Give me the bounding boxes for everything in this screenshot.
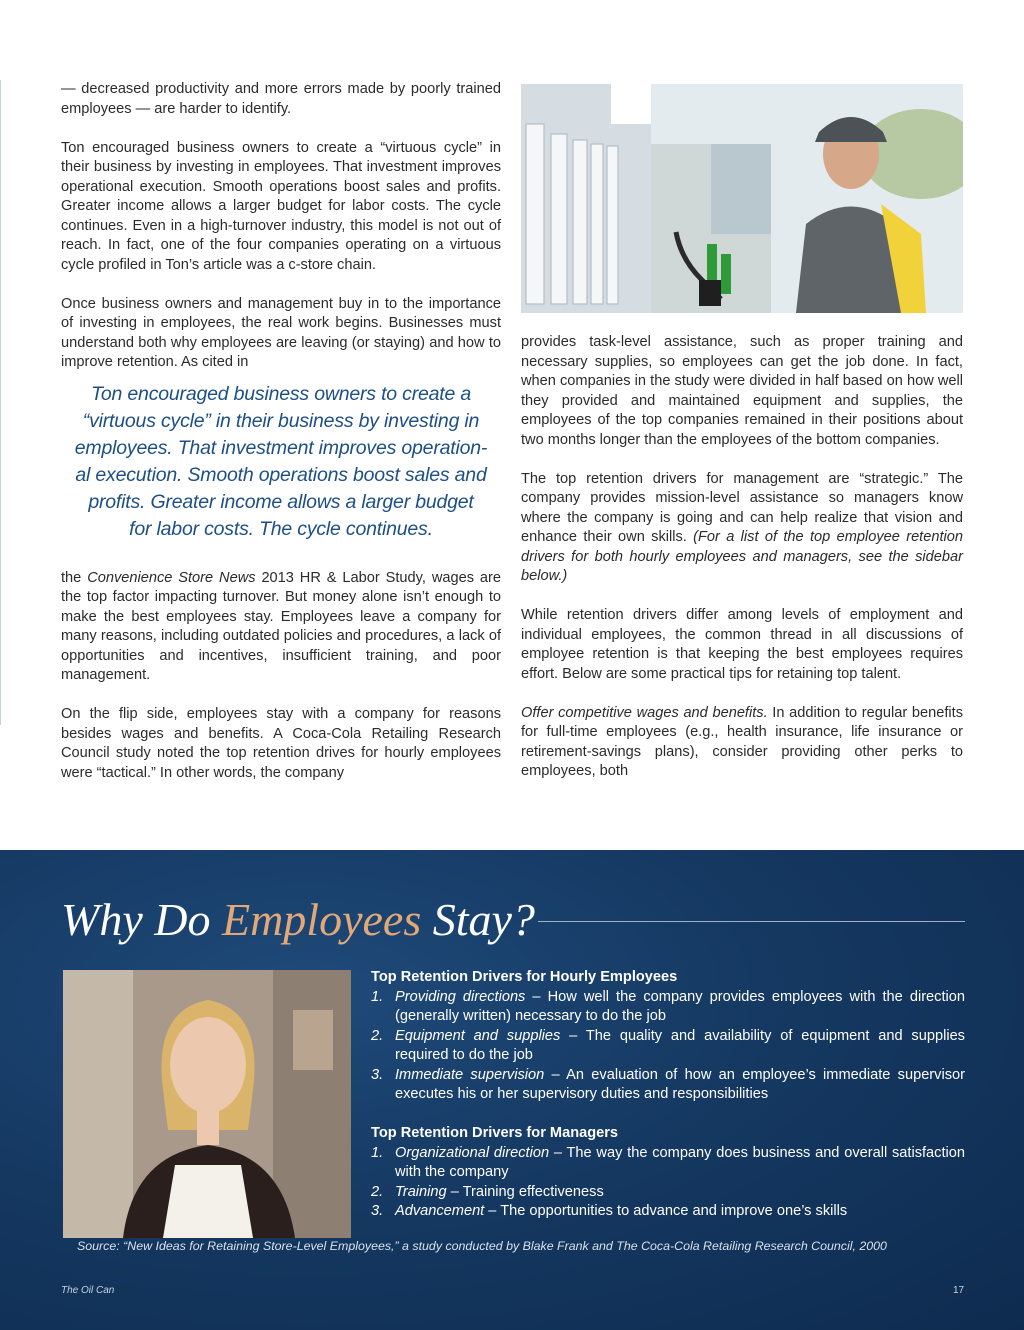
- title-run: Stay?: [421, 894, 535, 945]
- source-citation: Source: “New Ideas for Retaining Store-Level Employees,” a study conducted by Blake Frank and The Coca-Cola Retailing Research Council, 2000: [77, 1239, 887, 1253]
- tip-heading: Offer competitive wages and benefits.: [521, 704, 768, 721]
- item-description: – The way the company does business and overall satisfaction with the company: [395, 1144, 965, 1180]
- list-item: [371, 988, 965, 1027]
- text-run: the: [61, 569, 88, 586]
- list-item: [371, 1144, 965, 1183]
- right-paragraph-1: provides task-level assistance, such as proper training and necessary supplies, so employees can get the job done. In fact, when companies in the study were divided in half based on how well they provided and maintained equipment and supplies, the employees of the top companies remained in their positions about two months longer than the employees of the bottom companies.: [521, 334, 963, 448]
- sidebar-reference: (For a list of the top employee retention drivers for both hourly employees and managers, see the sidebar below.): [521, 529, 963, 584]
- text-run: The top retention drivers for management are “strategic.” The company provides mission-level assistance so managers know where the company is going and can help realize that vision and enhance their own skills.: [521, 470, 963, 545]
- publication-footer: The Oil Can: [61, 1285, 115, 1296]
- item-number: 3.: [371, 1066, 384, 1083]
- left-column: [61, 80, 501, 783]
- page-number: 17: [953, 1285, 965, 1296]
- item-description: – An evaluation of how an employee’s immediate supervisor executes his or her supervisory duties and responsibilities: [395, 1066, 965, 1102]
- text-run: In addition to regular benefits for full-time employees (e.g., health insurance, life insurance or retirement-savings plans), consider providing other perks to employees, both: [521, 704, 963, 779]
- left-paragraph-3: Once business owners and management buy in to the importance of investing in employees, the real work begins. Businesses must understand both why employees are leaving (or staying) and how to improve retention. As cited in: [61, 295, 501, 370]
- list-item: [371, 1202, 965, 1222]
- left-paragraph-1: — decreased productivity and more errors made by poorly trained employees — are harder to identify.: [61, 81, 501, 117]
- sidebar-panel: [0, 850, 1024, 1330]
- photo-illustration: [63, 970, 351, 1238]
- item-term: Equipment and supplies: [395, 1027, 561, 1044]
- item-description: – Training effectiveness: [446, 1183, 604, 1200]
- hourly-heading: Top Retention Drivers for Hourly Employees: [371, 969, 678, 985]
- pull-quote-line: al execution. Smooth operations boost sales and: [75, 463, 487, 486]
- left-paragraph-4: [61, 569, 501, 686]
- photo-illustration: [521, 84, 963, 313]
- managers-heading: Top Retention Drivers for Managers: [371, 1125, 619, 1141]
- list-item: [371, 1066, 965, 1105]
- list-item: [371, 1027, 965, 1066]
- store-employee-photo: [63, 970, 351, 1238]
- pull-quote: [61, 381, 501, 543]
- pull-quote-line: profits. Greater income allows a larger budget: [88, 490, 474, 513]
- manager-drivers: [371, 1124, 965, 1222]
- pull-quote-line: for labor costs. The cycle continues.: [129, 517, 433, 540]
- item-number: 2.: [371, 1183, 384, 1200]
- right-paragraph-2: [521, 470, 963, 587]
- item-number: 3.: [371, 1203, 384, 1219]
- text-run: 2013 HR & Labor Study, wages are the top factor impacting turnover. But money alone isn’t enough to make the best employees stay. Employees leave a company for many reasons, including outdated policies and procedures, a lack of opportunities and incentives, insufficient training, and poor management.: [61, 569, 501, 683]
- gas-station-attendant-photo: [521, 84, 963, 313]
- title-rule: [538, 921, 965, 922]
- title-accent: Employees: [221, 894, 422, 945]
- left-paragraph-2: Ton encouraged business owners to create a “virtuous cycle” in their business by investing in employees. That investment improves operational execution. Smooth operations boost sales and profits. Greater income allows a larger budget for labor costs. The cycle continues. Even in a high-turnover industry, this model is not out of reach. In fact, one of the four companies operating on a virtuous cycle profiled in Ton’s article was a c-store chain.: [61, 139, 501, 273]
- sidebar-title: [61, 894, 535, 946]
- pull-quote-line: Ton encouraged business owners to create a: [90, 382, 472, 405]
- item-term: Organizational direction: [395, 1144, 550, 1161]
- pull-quote-line: “virtuous cycle” in their business by investing in: [82, 409, 480, 432]
- right-paragraph-4: [521, 704, 963, 782]
- item-term: Providing directions: [395, 988, 526, 1005]
- item-description: – How well the company provides employees with the direction (generally written) necessary to do the job: [395, 988, 965, 1024]
- right-paragraph-3: While retention drivers differ among levels of employment and individual employees, the common thread in all discussions of employee retention is that keeping the best employees requires effort. Below are some practical tips for retaining top talent.: [521, 607, 963, 682]
- item-term: Training: [395, 1183, 447, 1200]
- publication-name: Convenience Store News: [87, 569, 256, 586]
- page-edge-rule: [0, 80, 1, 725]
- item-term: Immediate supervision: [395, 1066, 545, 1083]
- item-number: 1.: [371, 988, 384, 1005]
- item-description: – The quality and availability of equipment and supplies required to do the job: [395, 1027, 965, 1063]
- item-number: 2.: [371, 1027, 384, 1044]
- list-item: [371, 1183, 965, 1203]
- left-paragraph-5: On the flip side, employees stay with a company for reasons besides wages and benefits. A Coca-Cola Retailing Research Council study noted the top retention drives for hourly employees were “tactical.” In other words, the company: [61, 706, 501, 781]
- retention-drivers-list: [371, 968, 965, 1241]
- right-column: [521, 333, 963, 782]
- pull-quote-line: employees. That investment improves operation-: [74, 436, 488, 459]
- item-number: 1.: [371, 1144, 384, 1161]
- title-run: Why Do: [61, 894, 222, 945]
- hourly-drivers: [371, 968, 965, 1105]
- item-description: – The opportunities to advance and improve one’s skills: [484, 1203, 848, 1219]
- item-term: Advancement: [395, 1203, 485, 1219]
